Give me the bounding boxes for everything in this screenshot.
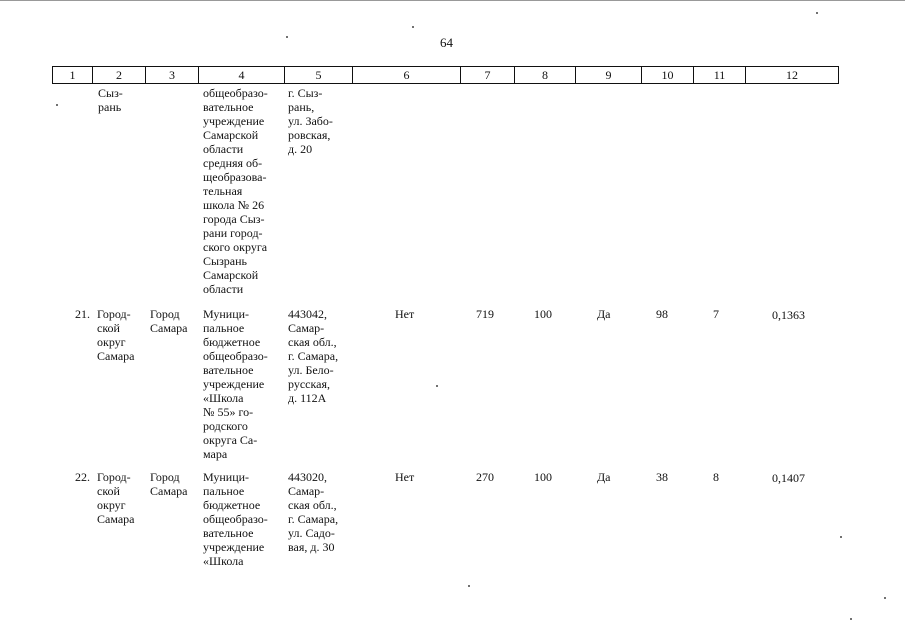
col-9-value: Да <box>597 307 611 321</box>
scan-speck <box>436 385 438 387</box>
address: 443042, Самар- ская обл., г. Самара, ул. Бело- русская, д. 112А <box>288 307 339 405</box>
col-6-value: Нет <box>395 307 415 321</box>
scan-top-edge <box>0 0 905 1</box>
col-10-value: 38 <box>656 470 668 484</box>
scan-speck <box>56 104 58 106</box>
header-col-5: 5 <box>285 67 353 83</box>
municipality: Город- ской округ Самара <box>97 470 135 526</box>
header-col-7: 7 <box>461 67 515 83</box>
address: 443020, Самар- ская обл., г. Самара, ул. Садо- вая, д. 30 <box>288 470 339 554</box>
row-number: 21. <box>75 307 90 321</box>
col-7-value: 270 <box>476 470 494 484</box>
page-number: 64 <box>440 35 453 50</box>
col-12-value: 0,1363 <box>772 308 805 322</box>
continued-school-name: общеобразо- вательное учреждение Самарской области средняя об- щеобразова- тельная школа № 26 города Сыз- рани город- ского округа Сызрань Самарской области <box>203 86 268 296</box>
header-col-6: 6 <box>353 67 461 83</box>
col-10-value: 98 <box>656 307 668 321</box>
scan-speck <box>412 26 414 28</box>
school-name: Муници- пальное бюджетное общеобразо- вательное учреждение «Школа № 55» го- родского округа Са- мара <box>203 307 268 461</box>
scan-speck <box>816 12 818 14</box>
scan-speck <box>850 618 852 620</box>
header-col-2: 2 <box>93 67 146 83</box>
header-col-9: 9 <box>576 67 642 83</box>
settlement: Город Самара <box>150 470 188 498</box>
header-col-8: 8 <box>515 67 576 83</box>
col-11-value: 7 <box>713 307 719 321</box>
scan-speck <box>286 36 288 38</box>
col-8-value: 100 <box>534 307 552 321</box>
scan-speck <box>468 585 470 587</box>
school-name: Муници- пальное бюджетное общеобразо- вательное учреждение «Школа <box>203 470 268 568</box>
header-col-1: 1 <box>53 67 93 83</box>
header-col-4: 4 <box>199 67 285 83</box>
col-9-value: Да <box>597 470 611 484</box>
col-12-value: 0,1407 <box>772 471 805 485</box>
municipality: Город- ской округ Самара <box>97 307 135 363</box>
col-6-value: Нет <box>395 470 415 484</box>
header-col-11: 11 <box>694 67 746 83</box>
scan-speck <box>840 536 842 538</box>
col-11-value: 8 <box>713 470 719 484</box>
row-number: 22. <box>75 470 90 484</box>
scan-speck <box>884 597 886 599</box>
table-header-row <box>52 66 839 84</box>
continued-municipality: Сыз- рань <box>98 86 123 114</box>
col-7-value: 719 <box>476 307 494 321</box>
header-col-3: 3 <box>146 67 199 83</box>
settlement: Город Самара <box>150 307 188 335</box>
header-col-12: 12 <box>786 68 798 82</box>
col-8-value: 100 <box>534 470 552 484</box>
header-col-10: 10 <box>642 67 694 83</box>
continued-address: г. Сыз- рань, ул. Забо- ровская, д. 20 <box>288 86 333 156</box>
